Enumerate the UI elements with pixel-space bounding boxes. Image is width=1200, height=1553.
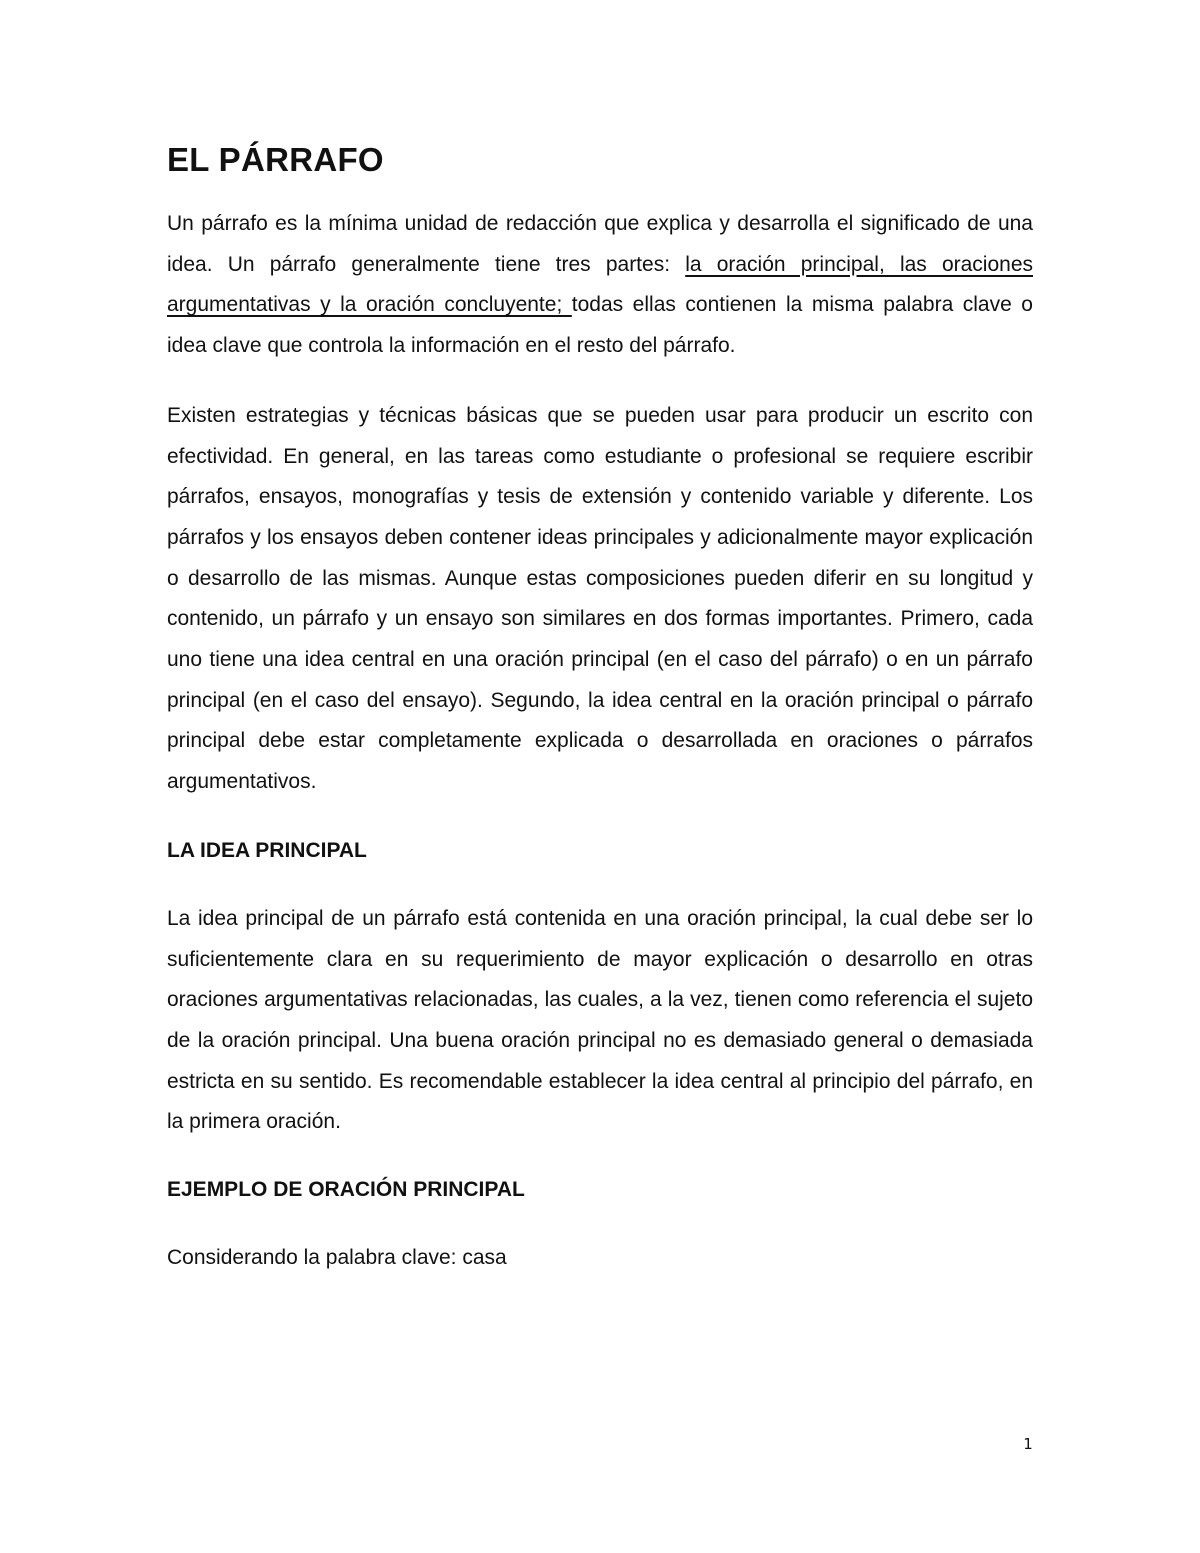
main-idea-paragraph: La idea principal de un párrafo está contenida en una oración principal, la cual debe ser lo suficientemente clara en su requerimiento de mayor explicación o desarrollo en otras oraciones argumentativas relacionadas, las cuales, a la vez, tienen como referencia el sujeto de la oración principal. Una buena oración principal no es demasiado general o demasiada estricta en su sentido. Es recomendable establecer la idea central al principio del párrafo, en la primera oración.: [167, 906, 1033, 1134]
intro-text-end: todas ellas contienen la misma palabra clave o idea clave que controla la información en el resto del párrafo.: [167, 293, 1033, 358]
example-paragraph: Considerando la palabra clave: casa: [167, 1246, 507, 1270]
intro-underlined-text: la oración principal, las oraciones argumentativas y la oración concluyente;: [167, 252, 1033, 317]
document-title: EL PÁRRAFO: [167, 141, 384, 178]
heading-example: EJEMPLO DE ORACIÓN PRINCIPAL: [167, 1178, 525, 1202]
intro-text-start: Un párrafo es la mínima unidad de redacción que explica y desarrolla el significado de una idea. Un párrafo generalmente tiene tres partes:: [167, 212, 1033, 276]
page-number: 1: [1023, 1435, 1033, 1453]
page-content: [167, 138, 1033, 1307]
intro-paragraph: [167, 204, 1033, 367]
strategies-paragraph: Existen estrategias y técnicas básicas que se pueden usar para producir un escrito con efectividad. En general, en las tareas como estudiante o profesional se requiere escribir párrafos, ensayos, monografías y tesis de extensión y contenido variable y diferente. Los párrafos y los ensayos deben contener ideas principales y adicionalmente mayor explicación o desarrollo de las mismas. Aunque estas composiciones pueden diferir en su longitud y contenido, un párrafo y un ensayo son similares en dos formas importantes. Primero, cada uno tiene una idea central en una oración principal (en el caso del párrafo) o en un párrafo principal (en el caso del ensayo). Segundo, la idea central en la oración principal o párrafo principal debe estar completamente explicada o desarrollada en oraciones o párrafos argumentativos.: [167, 403, 1033, 794]
heading-main-idea: LA IDEA PRINCIPAL: [167, 838, 367, 862]
